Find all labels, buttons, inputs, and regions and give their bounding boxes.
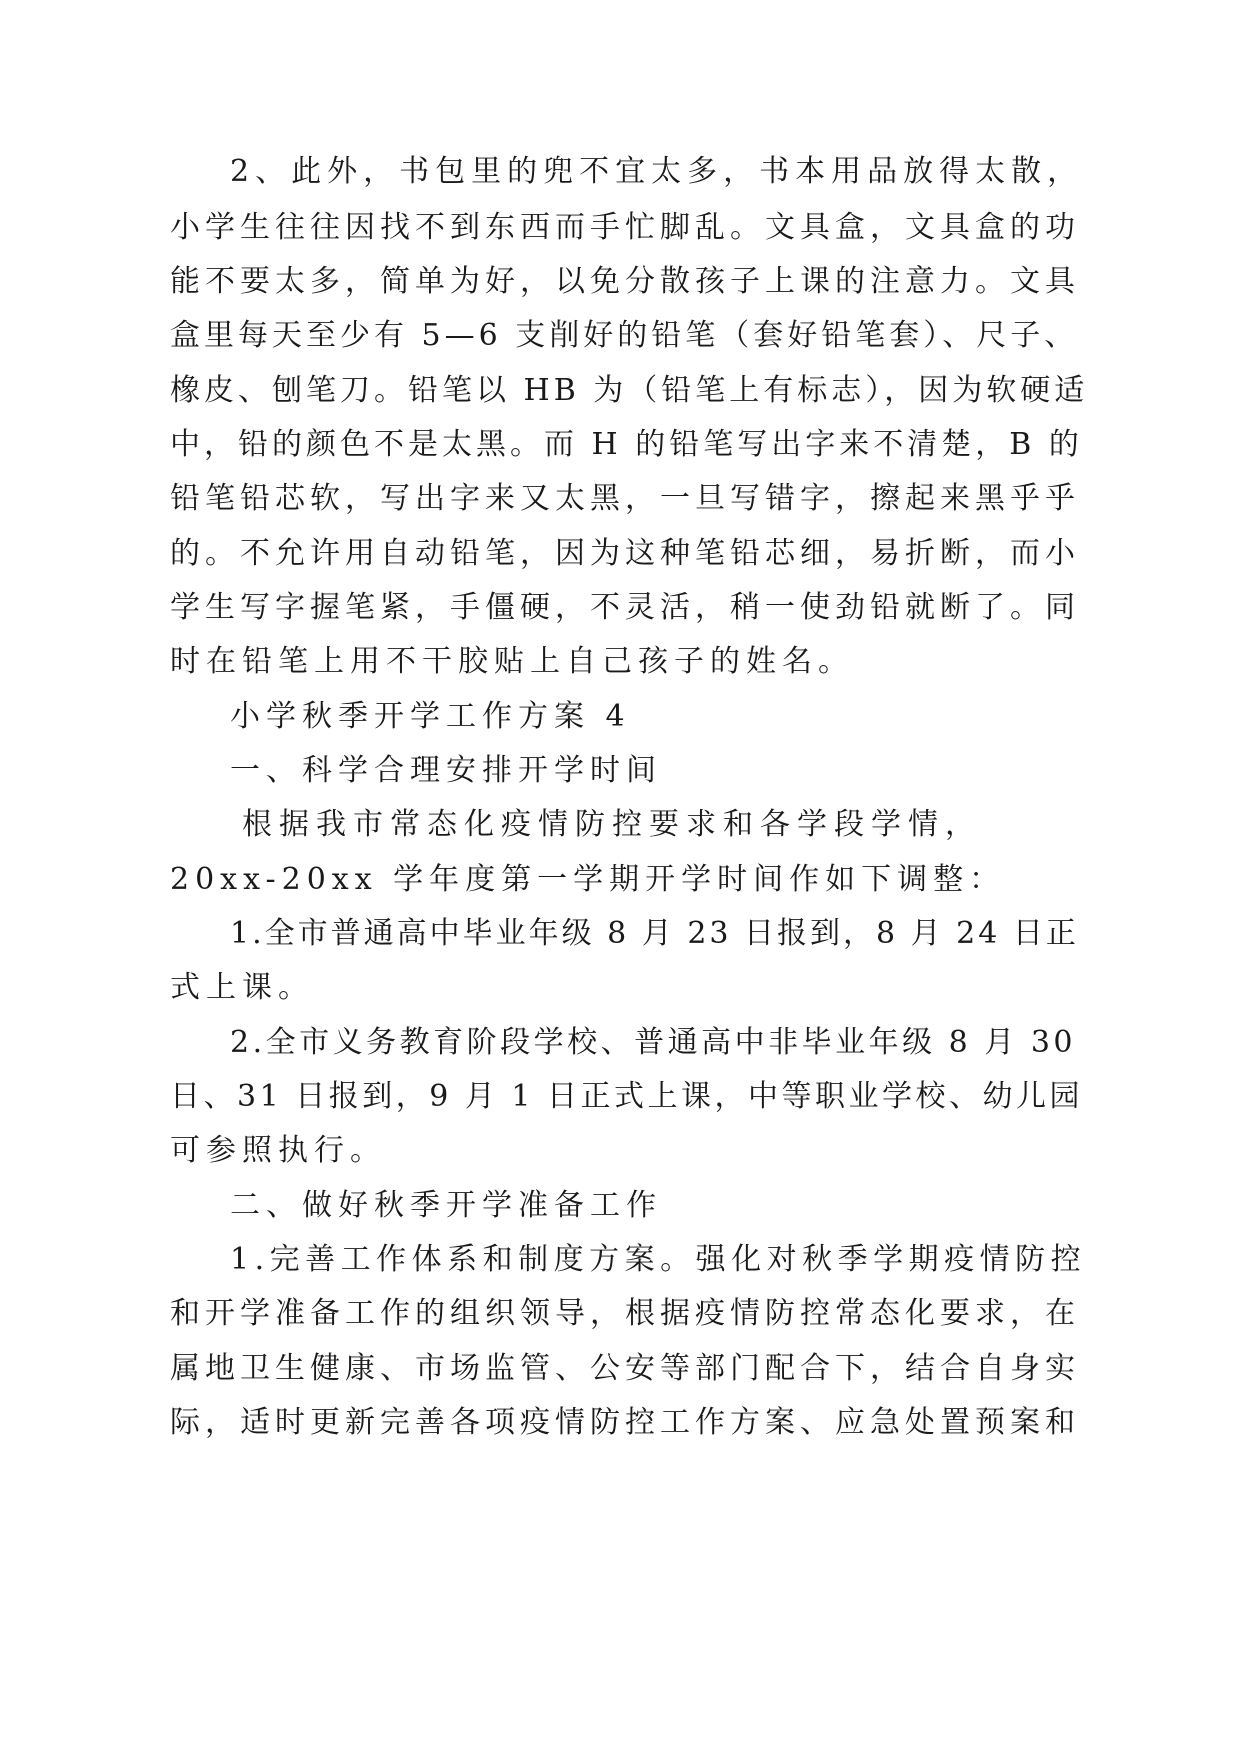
list-item-compulsory-line-1: 2.全市义务教育阶段学校、普通高中非毕业年级 8 月 30 (230, 1025, 1076, 1060)
list-item-high-school-line-1: 1.全市普通高中毕业年级 8 月 23 日报到，8 月 24 日正 (230, 916, 1079, 951)
paragraph-pencil-case-line-2: 小学生往往因找不到东西而手忙脚乱。文具盒，文具盒的功 (170, 210, 1080, 245)
list-item-compulsory-line-2: 日、31 日报到，9 月 1 日正式上课，中等职业学校、幼儿园 (170, 1079, 1083, 1114)
list-item-compulsory-line-3: 可参照执行。 (170, 1133, 386, 1168)
paragraph-pencil-case-line-1: 2、此外，书包里的兜不宜太多，书本用品放得太散， (230, 154, 1084, 189)
list-item-high-school-line-2: 式上课。 (170, 970, 314, 1005)
paragraph-pencil-case-line-6: 中，铅的颜色不是太黑。而 H 的铅笔写出字来不清楚，B 的 (170, 427, 1083, 462)
heading-preparation: 二、做好秋季开学准备工作 (230, 1188, 662, 1223)
paragraph-schedule-intro-line-2: 20xx-20xx 学年度第一学期开学时间作如下调整： (170, 862, 1006, 897)
paragraph-pencil-case-line-4: 盒里每天至少有 5—6 支削好的铅笔（套好铅笔套）、尺子、 (170, 318, 1079, 353)
list-item-system-line-1: 1.完善工作体系和制度方案。强化对秋季学期疫情防控 (230, 1242, 1087, 1277)
list-item-system-line-3: 属地卫生健康、市场监管、公安等部门配合下，结合自身实 (170, 1351, 1080, 1386)
paragraph-pencil-case-line-3: 能不要太多，简单为好，以免分散孩子上课的注意力。文具 (170, 264, 1080, 299)
list-item-system-line-2: 和开学准备工作的组织领导，根据疫情防控常态化要求，在 (170, 1296, 1080, 1331)
paragraph-pencil-case-line-9: 学生写字握笔紧，手僵硬，不灵活，稍一使劲铅就断了。同 (170, 590, 1080, 625)
paragraph-schedule-intro-line-1: 根据我市常态化疫情防控要求和各学段学情， (242, 807, 982, 842)
paragraph-pencil-case-line-7: 铅笔铅芯软，写出字来又太黑，一旦写错字，擦起来黑乎乎 (170, 481, 1080, 516)
heading-schedule: 一、科学合理安排开学时间 (230, 753, 662, 788)
list-item-system-line-4: 际，适时更新完善各项疫情防控工作方案、应急处置预案和 (170, 1405, 1080, 1440)
section-title: 小学秋季开学工作方案 4 (230, 699, 631, 734)
paragraph-pencil-case-line-5: 橡皮、刨笔刀。铅笔以 HB 为（铅笔上有标志），因为软硬适 (170, 373, 1089, 408)
paragraph-pencil-case-line-10: 时在铅笔上用不干胶贴上自己孩子的姓名。 (170, 644, 854, 679)
paragraph-pencil-case-line-8: 的。不允许用自动铅笔，因为这种笔铅芯细，易折断，而小 (170, 536, 1080, 571)
